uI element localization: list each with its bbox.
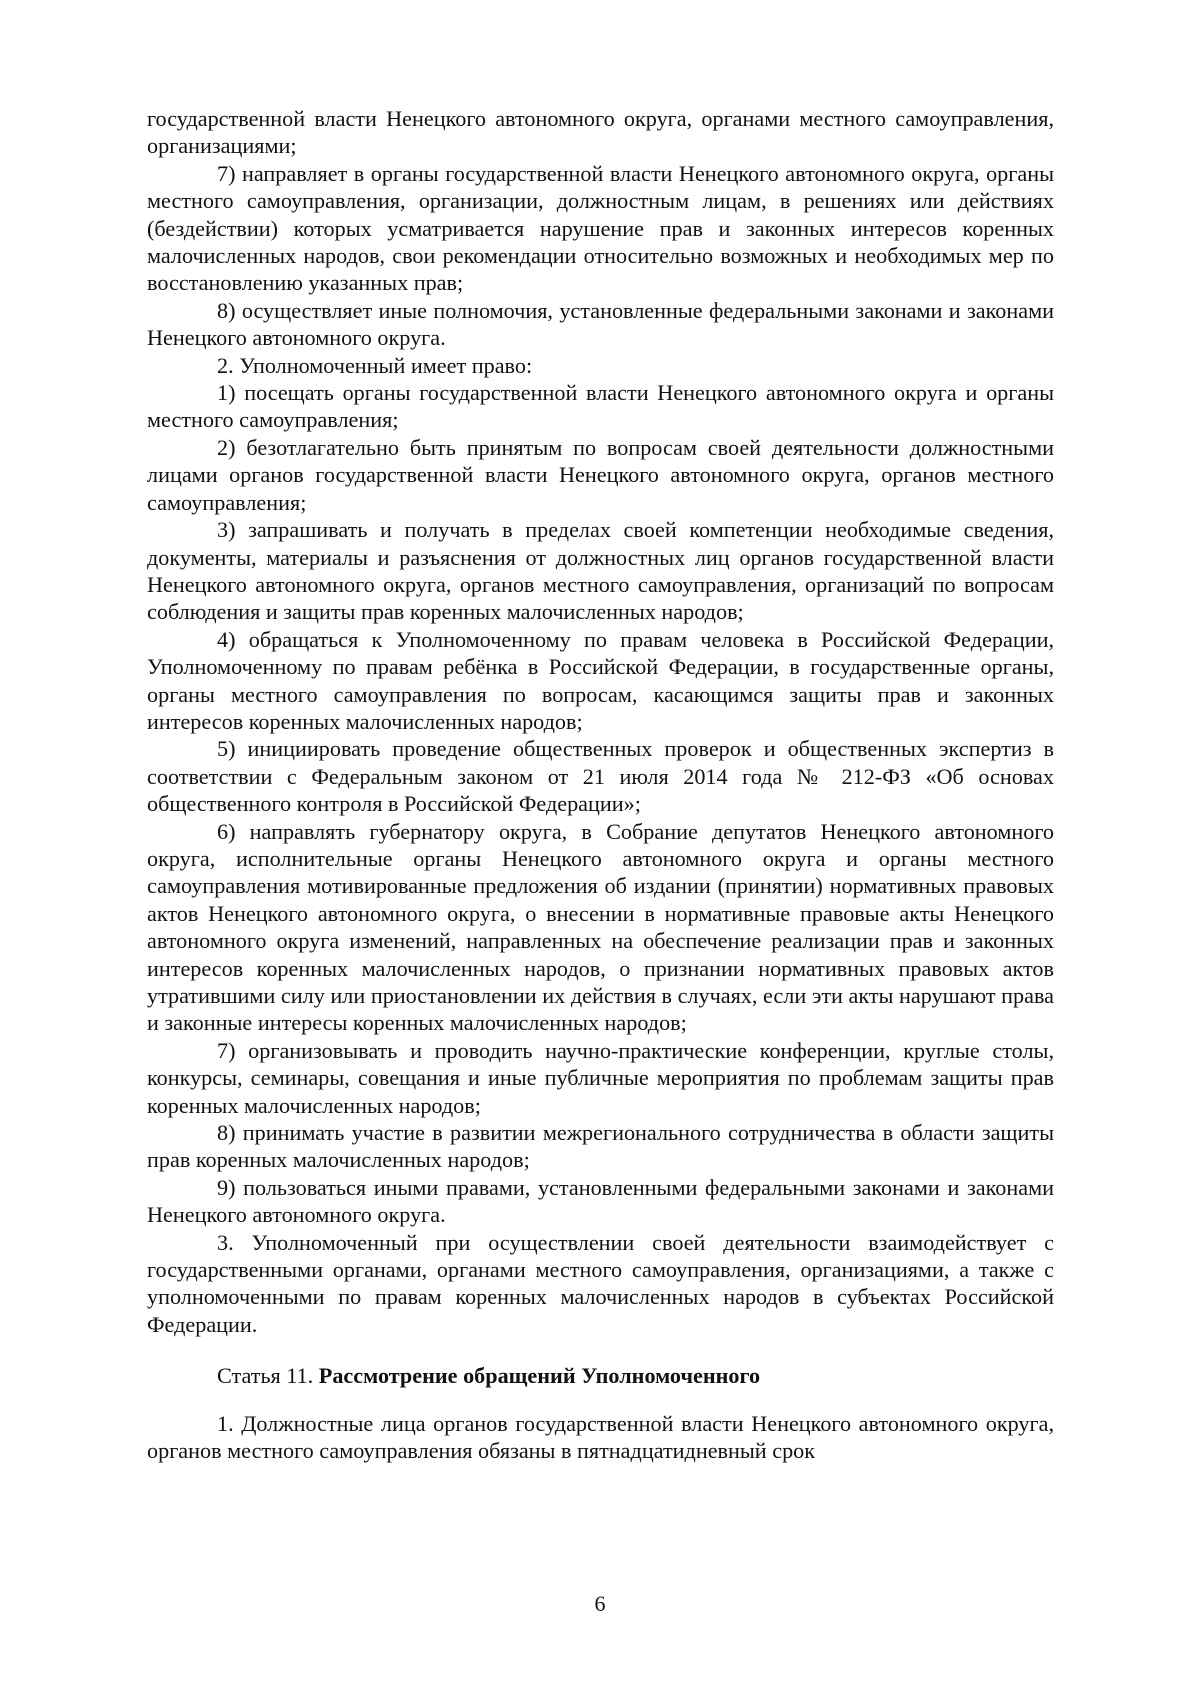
paragraph-section-2-rights: 2. Уполномоченный имеет право: [217,352,533,378]
article-heading [147,1362,1054,1389]
paragraph-item-8-other-powers: 8) осуществляет иные полномочия, установленные федеральными законами и законами Ненецкого автономного округа. [147,297,1054,351]
paragraph-right-7: 7) организовывать и проводить научно-практические конференции, круглые столы, конкурсы, семинары, совещания и иные публичные мероприятия по проблемам защиты прав коренных малочисленных народов; [147,1037,1054,1118]
paragraph-right-6: 6) направлять губернатору округа, в Собрание депутатов Ненецкого автономного округа, исполнительные органы Ненецкого автономного округа и органы местного самоуправления мотивированные предложения об издании (принятии) нормативных правовых актов Ненецкого автономного округа, о внесении в нормативные правовые акты Ненецкого автономного округа изменений, направленных на обеспечение реализации прав и законных интересов коренных малочисленных народов, о признании нормативных правовых актов утратившими силу или приостановлении их действия в случаях, если эти акты нарушают права и законные интересы коренных малочисленных народов; [147,818,1054,1036]
document-body [147,105,1054,1465]
paragraph-right-2: 2) безотлагательно быть принятым по вопросам своей деятельности должностными лицами органов государственной власти Ненецкого автономного округа, органов местного самоуправления; [147,434,1054,515]
paragraph-right-1: 1) посещать органы государственной власти Ненецкого автономного округа и органы местного самоуправления; [147,380,1054,433]
article-number: Статья 11. [217,1363,314,1389]
article-title: Рассмотрение обращений Уполномоченного [318,1363,761,1389]
paragraph-right-3: 3) запрашивать и получать в пределах своей компетенции необходимые сведения, документы, материалы и разъяснения от должностных лиц органов государственной власти Ненецкого автономного округа, органов местного самоуправления, организаций по вопросам соблюдения и защиты прав коренных малочисленных народов; [147,517,1054,625]
paragraph-right-4: 4) обращаться к Уполномоченному по правам человека в Российской Федерации, Уполномоченному по правам ребёнка в Российской Федерации, в государственные органы, органы местного самоуправления по вопросам, касающимся защиты прав и законных интересов коренных малочисленных народов; [147,626,1054,734]
paragraph-section-3-cooperation: 3. Уполномоченный при осуществлении своей деятельности взаимодействует с государственными органами, органами местного самоуправления, организациями, а также с уполномоченными по правам коренных малочисленных народов в субъектах Российской Федерации. [147,1229,1054,1337]
paragraph-right-9: 9) пользоваться иными правами, установленными федеральными законами и законами Ненецкого автономного округа. [147,1174,1054,1228]
paragraph-right-8: 8) принимать участие в развитии межрегионального сотрудничества в области защиты прав коренных малочисленных народов; [147,1120,1054,1173]
paragraph-item-7-recommendations: 7) направляет в органы государственной власти Ненецкого автономного округа, органы местного самоуправления, организации, должностным лицам, в решениях или действиях (бездействии) которых усматривается нарушение прав и законных интересов коренных малочисленных народов, свои рекомендации относительно возможных и необходимых мер по восстановлению указанных прав; [147,160,1054,296]
paragraph-article-11-item-1: 1. Должностные лица органов государственной власти Ненецкого автономного округа, органов местного самоуправления обязаны в пятнадцатидневный срок [147,1410,1054,1464]
paragraph-continuation: государственной власти Ненецкого автономного округа, органами местного самоуправления, организациями; [147,106,1054,159]
paragraph-right-5: 5) инициировать проведение общественных проверок и общественных экспертиз в соответствии с Федеральным законом от 21 июля 2014 года № 212-ФЗ «Об основах общественного контроля в Российской Федерации»; [147,736,1054,817]
page-number: 6 [594,1591,606,1616]
